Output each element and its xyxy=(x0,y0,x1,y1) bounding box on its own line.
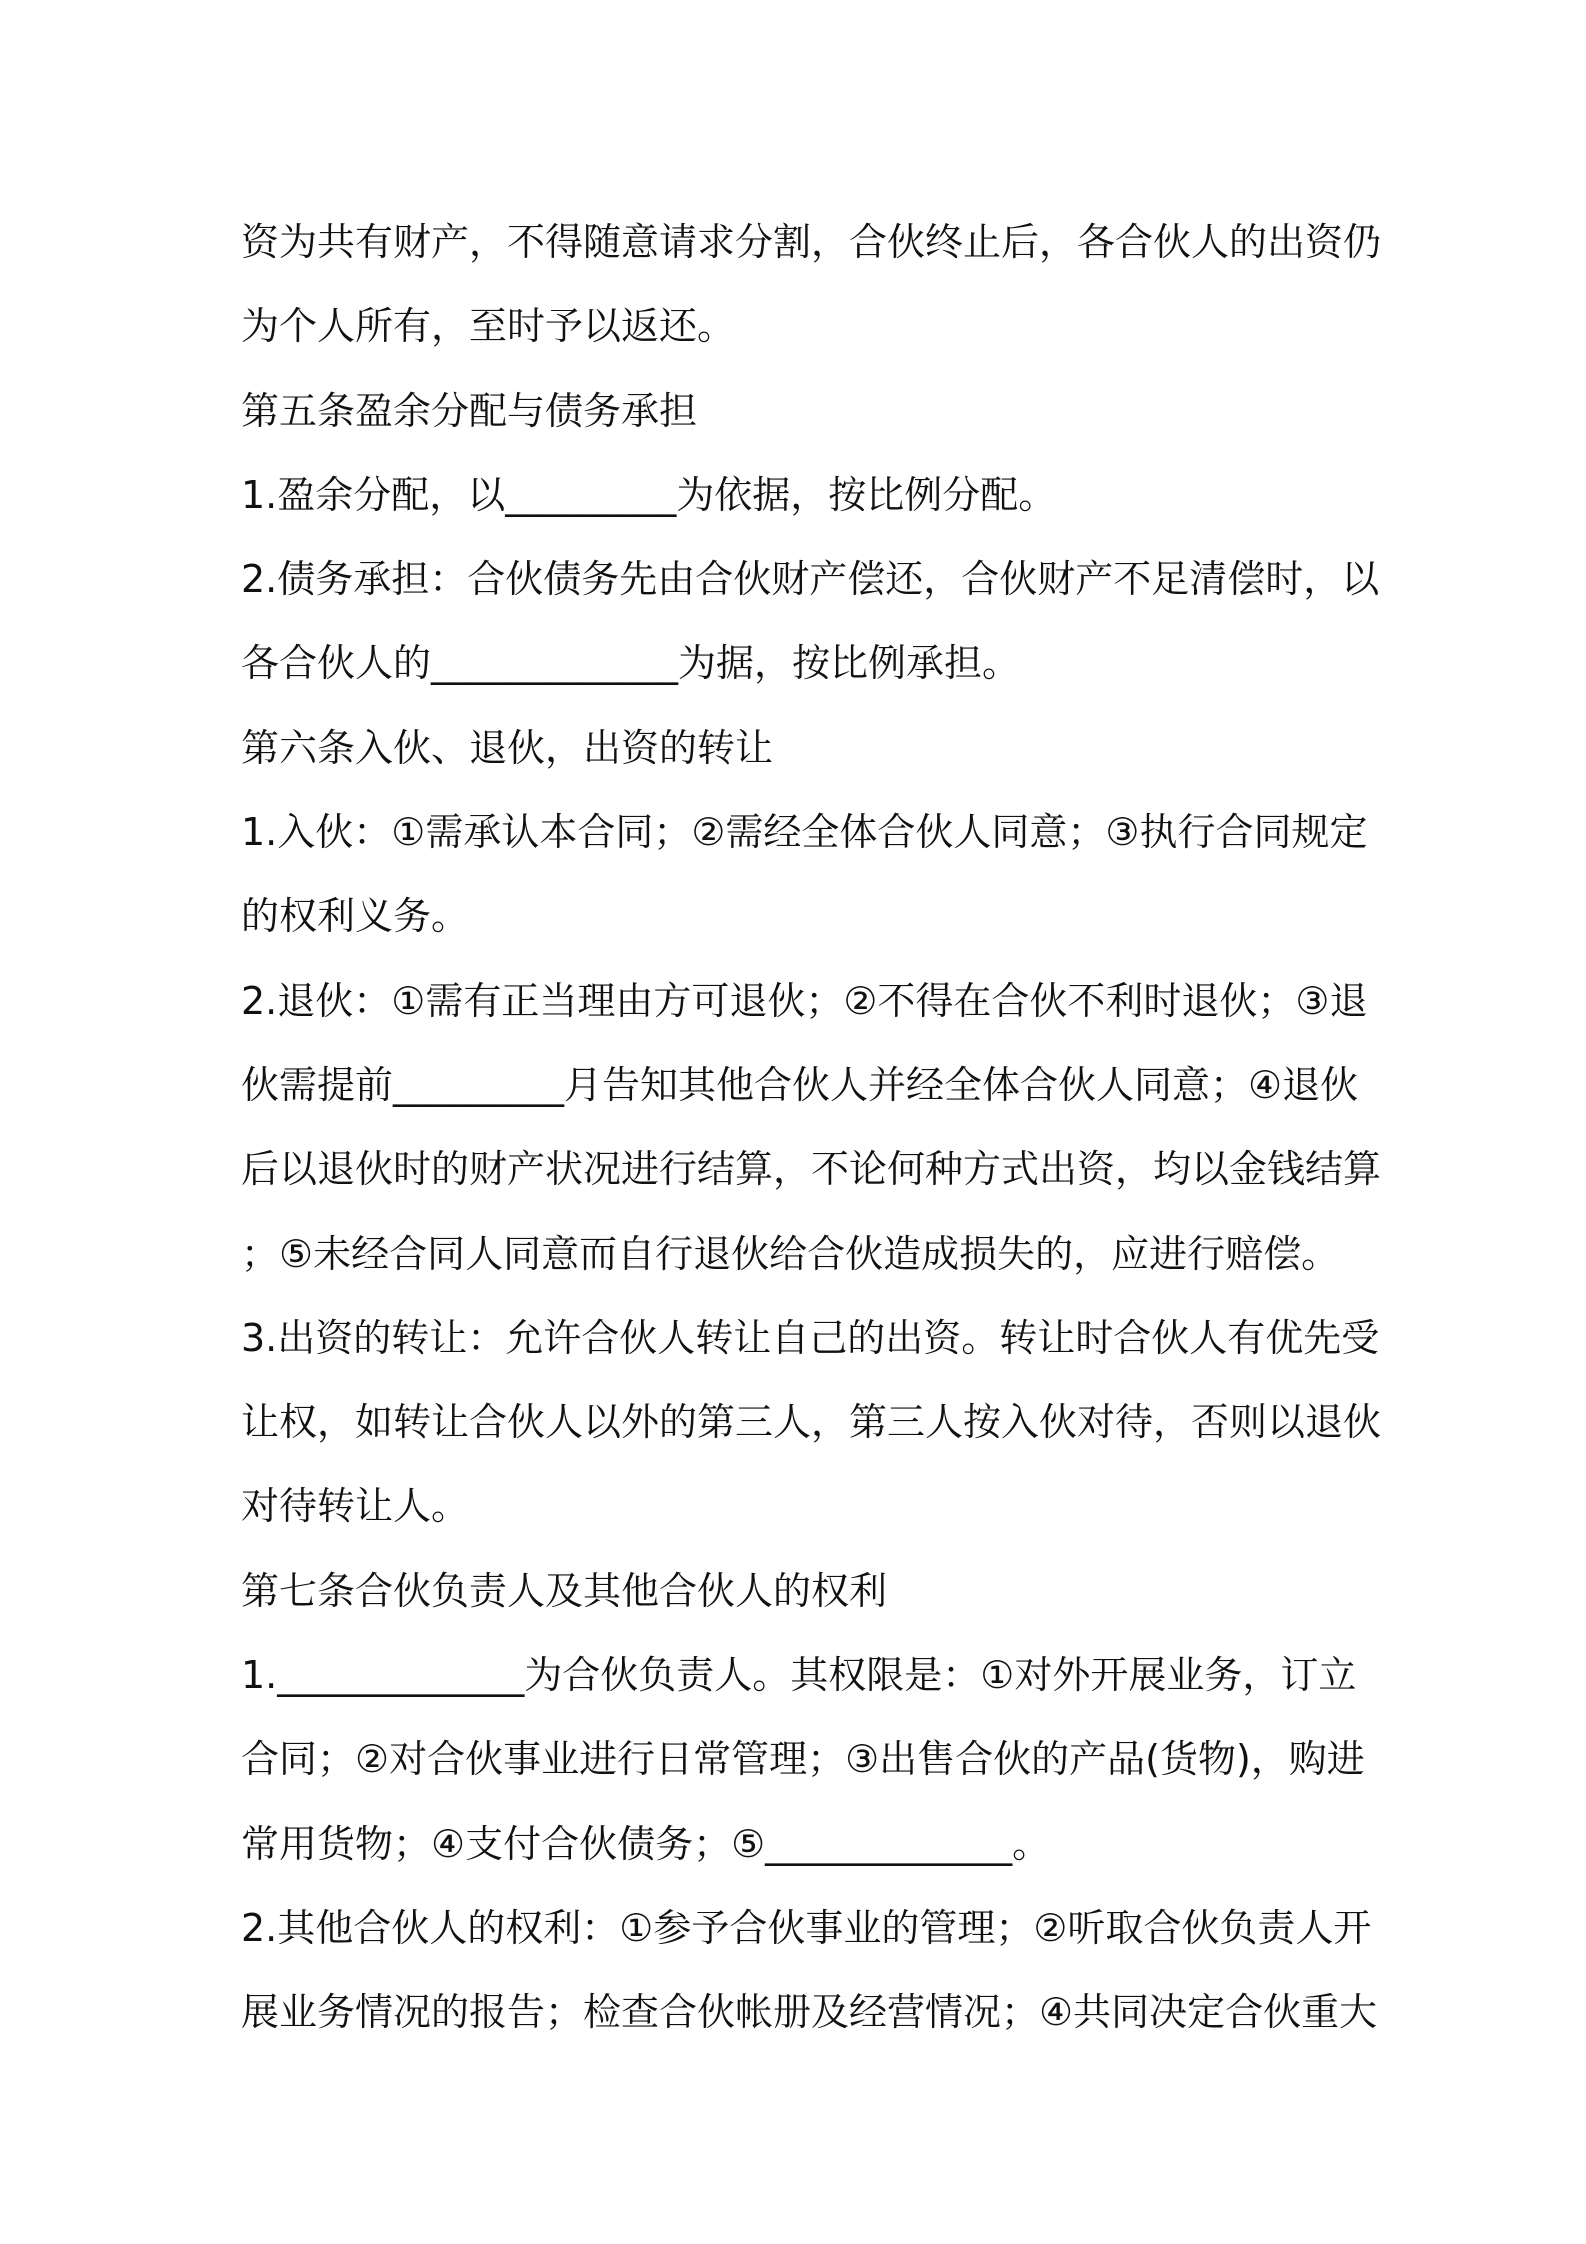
section-heading: 第七条合伙负责人及其他合伙人的权利 xyxy=(241,1568,888,1613)
text-line: 资为共有财产，不得随意请求分割，合伙终止后，各合伙人的出资仍 xyxy=(241,220,1382,264)
text-line: 后以退伙时的财产状况进行结算，不论何种方式出资，均以金钱结算 xyxy=(241,1147,1382,1192)
text-line: 展业务情况的报告；检查合伙帐册及经营情况；④共同决定合伙重大 xyxy=(241,1990,1378,2035)
text-line: 的权利义务。 xyxy=(241,894,470,939)
document-body xyxy=(241,200,1382,2055)
text-line: 2.其他合伙人的权利：①参予合伙事业的管理；②听取合伙负责人开 xyxy=(241,1905,1372,1950)
section-heading: 第六条入伙、退伙，出资的转让 xyxy=(241,725,774,770)
text-line: 常用货物；④支付合伙债务；⑤_____________。 xyxy=(241,1821,1051,1866)
text-line: 对待转让人。 xyxy=(241,1484,470,1529)
text-line: 为个人所有，至时予以返还。 xyxy=(241,304,736,349)
text-line: ；⑤未经合同人同意而自行退伙给合伙造成损失的，应进行赔偿。 xyxy=(241,1231,1340,1276)
text-line: 1._____________为合伙负责人。其权限是：①对外开展业务，订立 xyxy=(241,1653,1357,1698)
text-line: 2.债务承担：合伙债务先由合伙财产偿还，合伙财产不足清偿时，以 xyxy=(241,557,1380,602)
text-line: 1.入伙：①需承认本合同；②需经全体合伙人同意；③执行合同规定 xyxy=(241,810,1368,855)
text-line: 合同；②对合伙事业进行日常管理；③出售合伙的产品(货物)，购进 xyxy=(241,1737,1365,1782)
text-line: 1.盈余分配，以_________为依据，按比例分配。 xyxy=(241,472,1057,517)
text-line: 2.退伙：①需有正当理由方可退伙；②不得在合伙不利时退伙；③退 xyxy=(241,978,1368,1023)
text-line: 伙需提前_________月告知其他合伙人并经全体合伙人同意；④退伙 xyxy=(241,1062,1359,1107)
text-line: 让权，如转让合伙人以外的第三人，第三人按入伙对待，否则以退伙 xyxy=(241,1400,1382,1445)
text-line: 3.出资的转让：允许合伙人转让自己的出资。转让时合伙人有优先受 xyxy=(241,1315,1380,1360)
section-heading: 第五条盈余分配与债务承担 xyxy=(241,388,698,433)
text-line: 各合伙人的_____________为据，按比例承担。 xyxy=(241,641,1021,686)
